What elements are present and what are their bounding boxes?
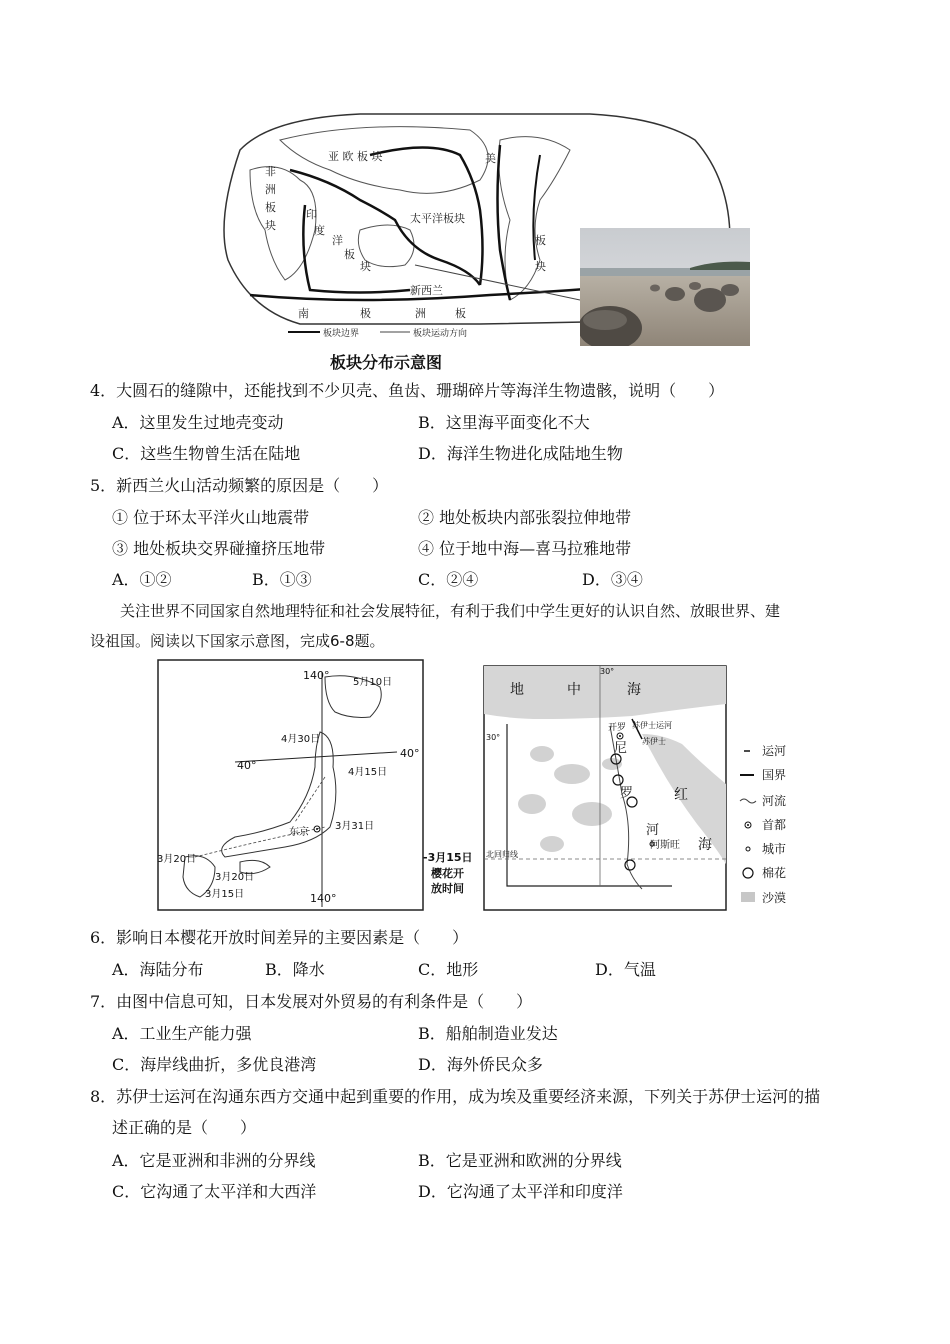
- q5-option-a[interactable]: A．①②: [112, 570, 172, 589]
- egypt-suez-canal: 苏伊士运河: [632, 721, 672, 730]
- egypt-legend-city: 城市: [762, 842, 787, 856]
- japan-date-mar15: 3月15日: [205, 889, 245, 900]
- q4-stem: 4．大圆石的缝隙中，还能找到不少贝壳、鱼齿、珊瑚碎片等海洋生物遗骸，说明（ ）: [90, 381, 725, 400]
- label-indian-5: 块: [360, 260, 371, 273]
- egypt-legend-cotton: 棉花: [762, 866, 787, 880]
- japan-legend-text-2: 放时间: [431, 882, 464, 895]
- egypt-med-2: 中: [567, 682, 581, 698]
- plate-boundary-line: [498, 145, 511, 300]
- q5-option-c[interactable]: C．②④: [418, 570, 479, 589]
- q4-option-a[interactable]: A．这里发生过地壳变动: [112, 413, 284, 432]
- q5-option-b[interactable]: B．①③: [252, 570, 312, 589]
- q7-option-a[interactable]: A．工业生产能力强: [112, 1024, 252, 1043]
- q7-option-c[interactable]: C．海岸线曲折，多优良港湾: [112, 1055, 317, 1074]
- label-south-4: 板: [455, 307, 466, 320]
- japan-date-apr30: 4月30日: [281, 734, 321, 745]
- label-plate-right-2: 块: [535, 260, 546, 273]
- q4-option-d[interactable]: D．海洋生物进化成陆地生物: [418, 444, 623, 463]
- q8-option-b[interactable]: B．它是亚洲和欧洲的分界线: [418, 1151, 622, 1170]
- egypt-suez: 苏伊士: [642, 737, 666, 746]
- label-africa-1: 非: [265, 165, 276, 178]
- q7-option-b[interactable]: B．船舶制造业发达: [418, 1024, 558, 1043]
- egypt-legend-border: 国界: [762, 768, 787, 782]
- boulders-photo: [580, 228, 750, 346]
- egypt-red-sea-2: 海: [698, 837, 712, 853]
- eurasia-landmass: [280, 127, 488, 194]
- label-south-1: 南: [298, 307, 309, 320]
- label-africa-3: 板: [265, 201, 276, 214]
- q8-option-a[interactable]: A．它是亚洲和非洲的分界线: [112, 1151, 316, 1170]
- label-indian-2: 度: [314, 224, 325, 237]
- q5-statement-3: ③ 地处板块交界碰撞挤压地带: [112, 539, 326, 558]
- q6-stem: 6．影响日本樱花开放时间差异的主要因素是（ ）: [90, 928, 469, 947]
- egypt-aswan: 阿斯旺: [650, 840, 680, 851]
- egypt-med-3: 海: [627, 682, 641, 698]
- label-plate-right-1: 板: [535, 234, 546, 247]
- q5-statement-1: ① 位于环太平洋火山地震带: [112, 508, 310, 527]
- egypt-nile-1: 尼: [614, 741, 628, 756]
- label-pacific-plate: 太平洋板块: [410, 212, 465, 225]
- egypt-legend-river: 河流: [762, 794, 787, 808]
- japan-legend-text-1: 樱花开: [431, 867, 464, 880]
- japan-date-mar20-b: 3月20日: [215, 872, 255, 883]
- japan-legend-date: -3月15日: [423, 851, 473, 864]
- q6-option-d[interactable]: D．气温: [595, 960, 656, 979]
- intro-line-2: 设祖国。阅读以下国家示意图，完成6-8题。: [90, 632, 385, 650]
- plate-map-caption: 板块分布示意图: [330, 353, 443, 372]
- egypt-map: [482, 664, 802, 914]
- japan-lon140-bottom: 140°: [310, 892, 337, 905]
- label-africa-4: 块: [265, 219, 276, 232]
- japan-date-apr15: 4月15日: [348, 767, 388, 778]
- japan-date-may10: 5月10日: [353, 677, 393, 688]
- japan-lat40-right: 40°: [400, 747, 420, 760]
- q6-option-c[interactable]: C．地形: [418, 960, 479, 979]
- egypt-legend-desert: 沙漠: [762, 891, 787, 905]
- label-newzealand: 新西兰: [410, 284, 443, 297]
- egypt-red-sea-1: 红: [674, 787, 688, 803]
- japan-lat40-left: 40°: [237, 759, 257, 772]
- q8-stem-line-1: 8．苏伊士运河在沟通东西方交通中起到重要的作用，成为埃及重要经济来源，下列关于苏伊士运河的描: [90, 1087, 821, 1106]
- legend-motion: 板块运动方向: [413, 329, 468, 339]
- label-indian-3: 洋: [332, 234, 343, 247]
- label-indian-4: 板: [344, 248, 355, 261]
- label-indian-1: 印: [306, 208, 317, 221]
- egypt-tropic: 北回归线: [486, 850, 518, 859]
- q8-option-c[interactable]: C．它沟通了太平洋和大西洋: [112, 1182, 317, 1201]
- q5-statement-4: ④ 位于地中海—喜马拉雅地带: [418, 539, 632, 558]
- q7-option-d[interactable]: D．海外侨民众多: [418, 1055, 543, 1074]
- label-south-3: 洲: [415, 307, 426, 320]
- egypt-legend-capital: 首都: [762, 818, 787, 832]
- egypt-legend-canal: 运河: [762, 744, 787, 758]
- q4-option-c[interactable]: C．这些生物曾生活在陆地: [112, 444, 301, 463]
- legend-boundary: 板块边界: [323, 329, 360, 339]
- japan-map: [155, 657, 485, 913]
- egypt-cairo: 开罗: [608, 723, 627, 733]
- q5-option-d[interactable]: D．③④: [582, 570, 643, 589]
- japan-tokyo: 东京: [289, 827, 309, 838]
- q6-option-a[interactable]: A．海陆分布: [112, 960, 204, 979]
- q5-stem: 5．新西兰火山活动频繁的原因是（ ）: [90, 476, 389, 495]
- q4-option-b[interactable]: B．这里海平面变化不大: [418, 413, 590, 432]
- q7-stem: 7．由图中信息可知，日本发展对外贸易的有利条件是（ ）: [90, 992, 533, 1011]
- q5-statement-2: ② 地处板块内部张裂拉伸地带: [418, 508, 632, 527]
- japan-date-mar20-a: 3月20日: [157, 854, 197, 865]
- label-south-2: 极: [360, 307, 371, 320]
- japan-lon140-top: 140°: [303, 669, 330, 682]
- japan-date-mar31: 3月31日: [335, 821, 375, 832]
- egypt-nile-2: 罗: [620, 786, 634, 801]
- egypt-lon30: 30°: [600, 667, 615, 676]
- label-eurasian-plate: 亚 欧 板 块: [328, 150, 383, 163]
- q6-option-b[interactable]: B．降水: [265, 960, 325, 979]
- egypt-nile-3: 河: [646, 823, 660, 838]
- q8-option-d[interactable]: D．它沟通了太平洋和印度洋: [418, 1182, 623, 1201]
- intro-line-1: 关注世界不同国家自然地理特征和社会发展特征，有利于我们中学生更好的认识自然、放眼世界、建: [120, 602, 781, 620]
- label-africa-2: 洲: [265, 183, 276, 196]
- egypt-med-1: 地: [510, 682, 524, 698]
- egypt-lat30: 30°: [486, 733, 501, 742]
- label-america: 美: [485, 152, 496, 165]
- q8-stem-line-2: 述正确的是（ ）: [112, 1118, 257, 1137]
